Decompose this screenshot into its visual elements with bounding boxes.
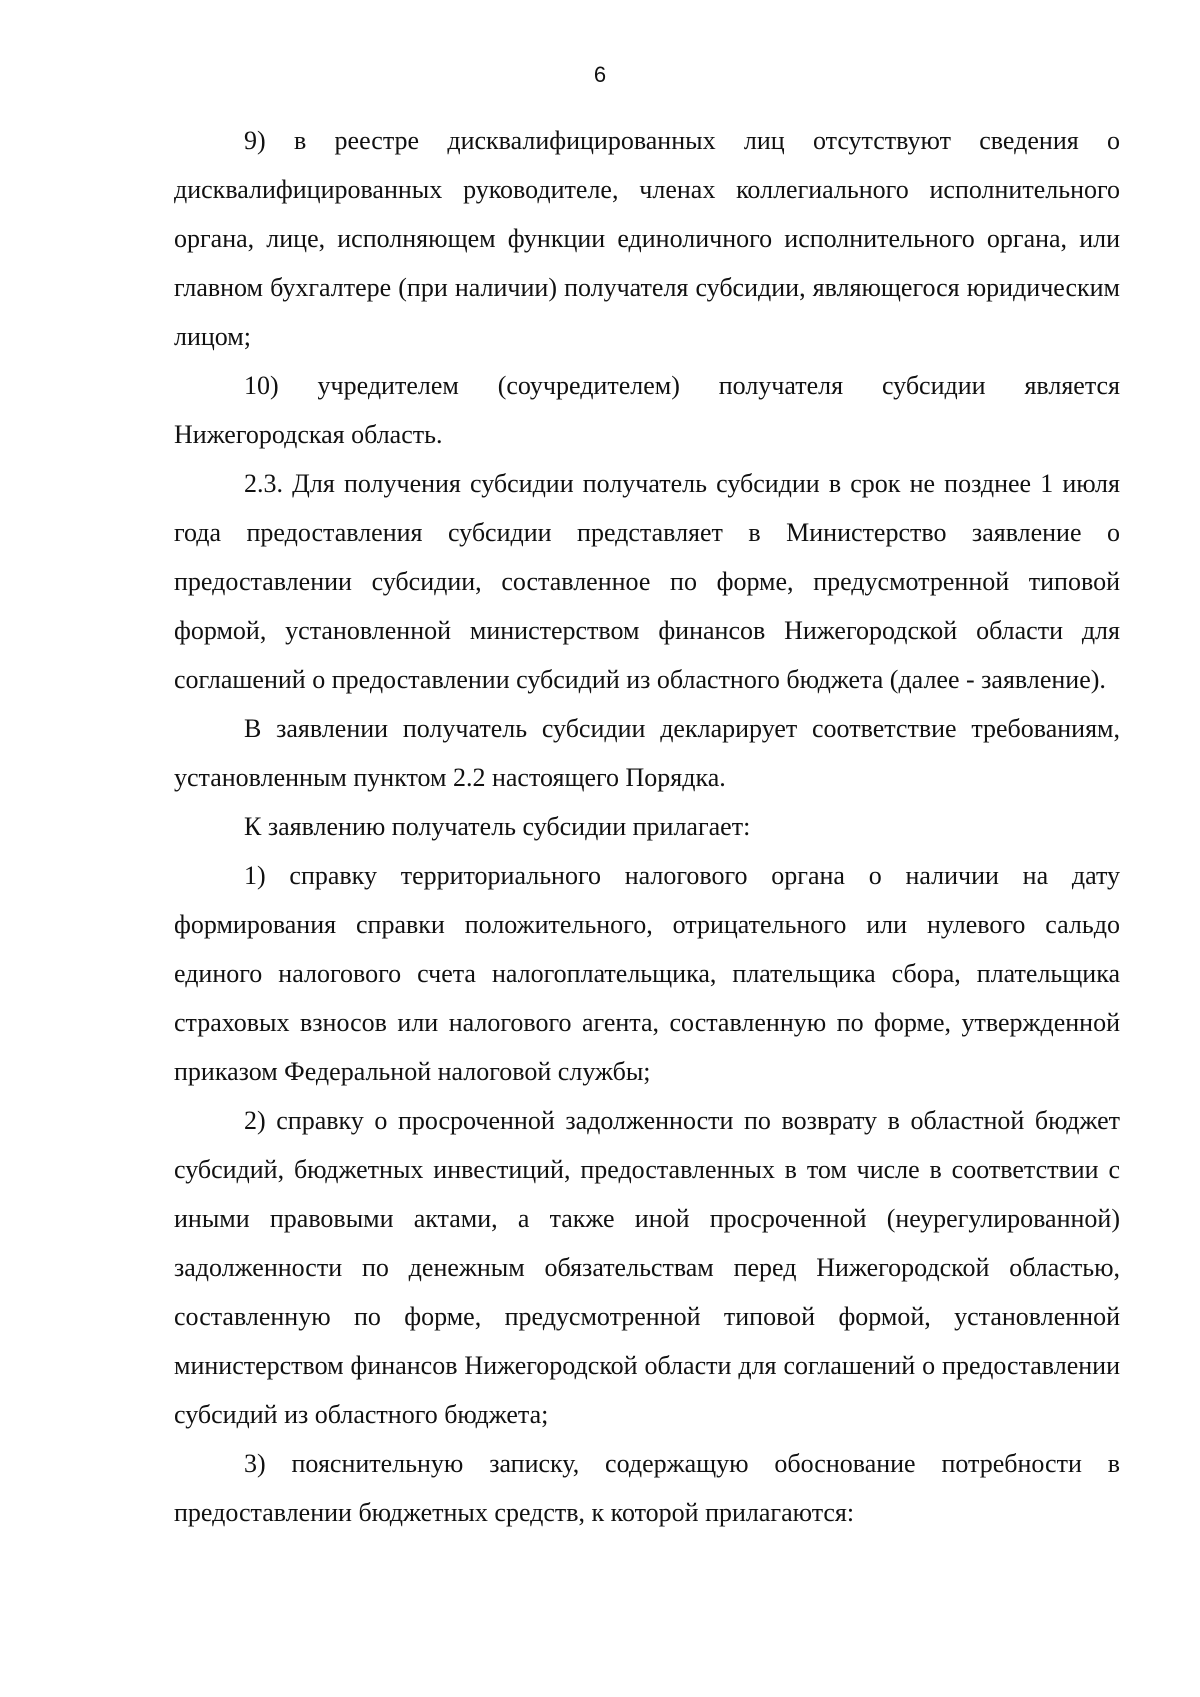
paragraph-declaration: В заявлении получатель субсидии декларирует соответствие требованиям, установленным пунктом 2.2 настоящего Порядка. — [174, 714, 1120, 792]
page-number: 6 — [593, 62, 607, 87]
paragraph-attachment-1: 1) справку территориального налогового органа о наличии на дату формирования справки положительного, отрицательного или нулевого сальдо единого налогового счета налогоплательщика, плательщика сбора, плательщика страховых взносов или налогового агента, составленную по форме, утвержденной приказом Федеральной налоговой службы; — [174, 861, 1120, 1086]
paragraph-attachments-intro: К заявлению получатель субсидии прилагает: — [244, 812, 751, 841]
document-body — [174, 116, 1120, 1537]
paragraph-item-10: 10) учредителем (соучредителем) получателя субсидии является Нижегородская область. — [174, 371, 1120, 449]
paragraph-attachment-3: 3) пояснительную записку, содержащую обоснование потребности в предоставлении бюджетных средств, к которой прилагаются: — [174, 1449, 1120, 1527]
paragraph-attachment-2: 2) справку о просроченной задолженности по возврату в областной бюджет субсидий, бюджетных инвестиций, предоставленных в том числе в соответствии с иными правовыми актами, а также иной просроченной (неурегулированной) задолженности по денежным обязательствам перед Нижегородской областью, составленную по форме, предусмотренной типовой формой, установленной министерством финансов Нижегородской области для соглашений о предоставлении субсидий из областного бюджета; — [174, 1106, 1120, 1429]
paragraph-item-9: 9) в реестре дисквалифицированных лиц отсутствуют сведения о дисквалифицированных руководителе, членах коллегиального исполнительного органа, лице, исполняющем функции единоличного исполнительного органа, или главном бухгалтере (при наличии) получателя субсидии, являющегося юридическим лицом; — [174, 126, 1120, 351]
paragraph-section-2-3: 2.3. Для получения субсидии получатель субсидии в срок не позднее 1 июля года предоставления субсидии представляет в Министерство заявление о предоставлении субсидии, составленное по форме, предусмотренной типовой формой, установленной министерством финансов Нижегородской области для соглашений о предоставлении субсидий из областного бюджета (далее - заявление). — [174, 469, 1120, 694]
